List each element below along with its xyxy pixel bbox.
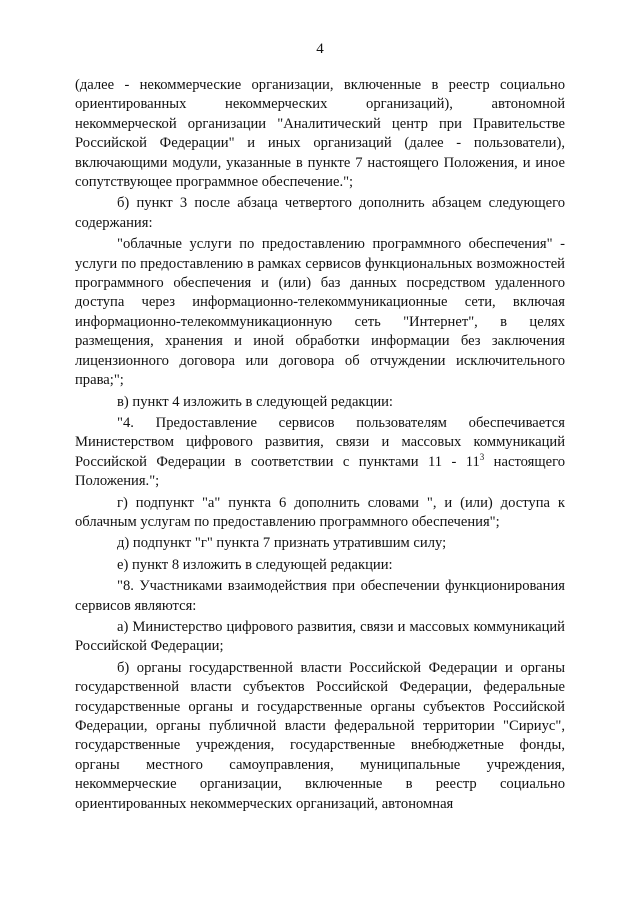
paragraph-subitem-a: а) Министерство цифрового развития, связи и массовых коммуникаций Российской Федерации; [75, 618, 565, 655]
clause-4-text-end: настоящего Положения."; [75, 453, 566, 490]
paragraph-item-v: в) пункт 4 изложить в следующей редакции: [117, 393, 393, 410]
paragraph-clause-8: "8. Участниками взаимодействия при обеспечении функционирования сервисов являются: [75, 578, 565, 614]
paragraph-item-e: е) пункт 8 изложить в следующей редакции: [117, 556, 393, 573]
paragraph-item-d: д) подпункт "г" пункта 7 признать утратившим силу; [117, 535, 447, 552]
clause-4-superscript: 3 [479, 451, 485, 462]
page-number: 4 [316, 41, 324, 57]
paragraph-clause-4 [75, 414, 565, 492]
paragraph-item-b: б) пункт 3 после абзаца четвертого дополнить абзацем следующего содержания: [75, 195, 565, 231]
paragraph-subitem-b: б) органы государственной власти Российской Федерации и органы государственной власти субъектов Российской Федерации, федеральные государственные органы и государственные органы субъектов Российской Федерации, органы публичной власти федеральной территории "Сириус", государственные учреждения, государственные внебюджетные фонды, органы местного самоуправления, муниципальные учреждения, некоммерческие организации, включенные в реестр социально ориентированных некоммерческих организаций, автономная [75, 659, 565, 812]
paragraph-cloud-services-definition: "облачные услуги по предоставлению программного обеспечения" - услуги по предоставлению в рамках сервисов функциональных возможностей программного обеспечения и (или) баз данных посредством удаленного доступа через информационно-телекоммуникационные сети, включая информационно-телекоммуникационную сеть "Интернет", в целях размещения, хранения и иной обработки информации без заключения лицензионного договора или договора об отчуждении исключительного права;"; [75, 236, 565, 389]
clause-4-text: "4. Предоставление сервисов пользователям обеспечивается Министерством цифрового развития, связи и массовых коммуникаций Российской Федерации в соответствии с пунктами 11 - 11 [75, 414, 565, 470]
document-body [75, 76, 565, 814]
paragraph-item-g: г) подпункт "а" пункта 6 дополнить словами ", и (или) доступа к облачным услугам по предоставлению программного обеспечения"; [75, 494, 565, 530]
paragraph-continuation: (далее - некоммерческие организации, включенные в реестр социально ориентированных некоммерческих организаций), автономной некоммерческой организации "Аналитический центр при Правительстве Российской Федерации" и иных организаций (далее - пользователи), включающими модули, указанные в пункте 7 настоящего Положения, и иное сопутствующее программное обеспечение."; [75, 77, 565, 191]
